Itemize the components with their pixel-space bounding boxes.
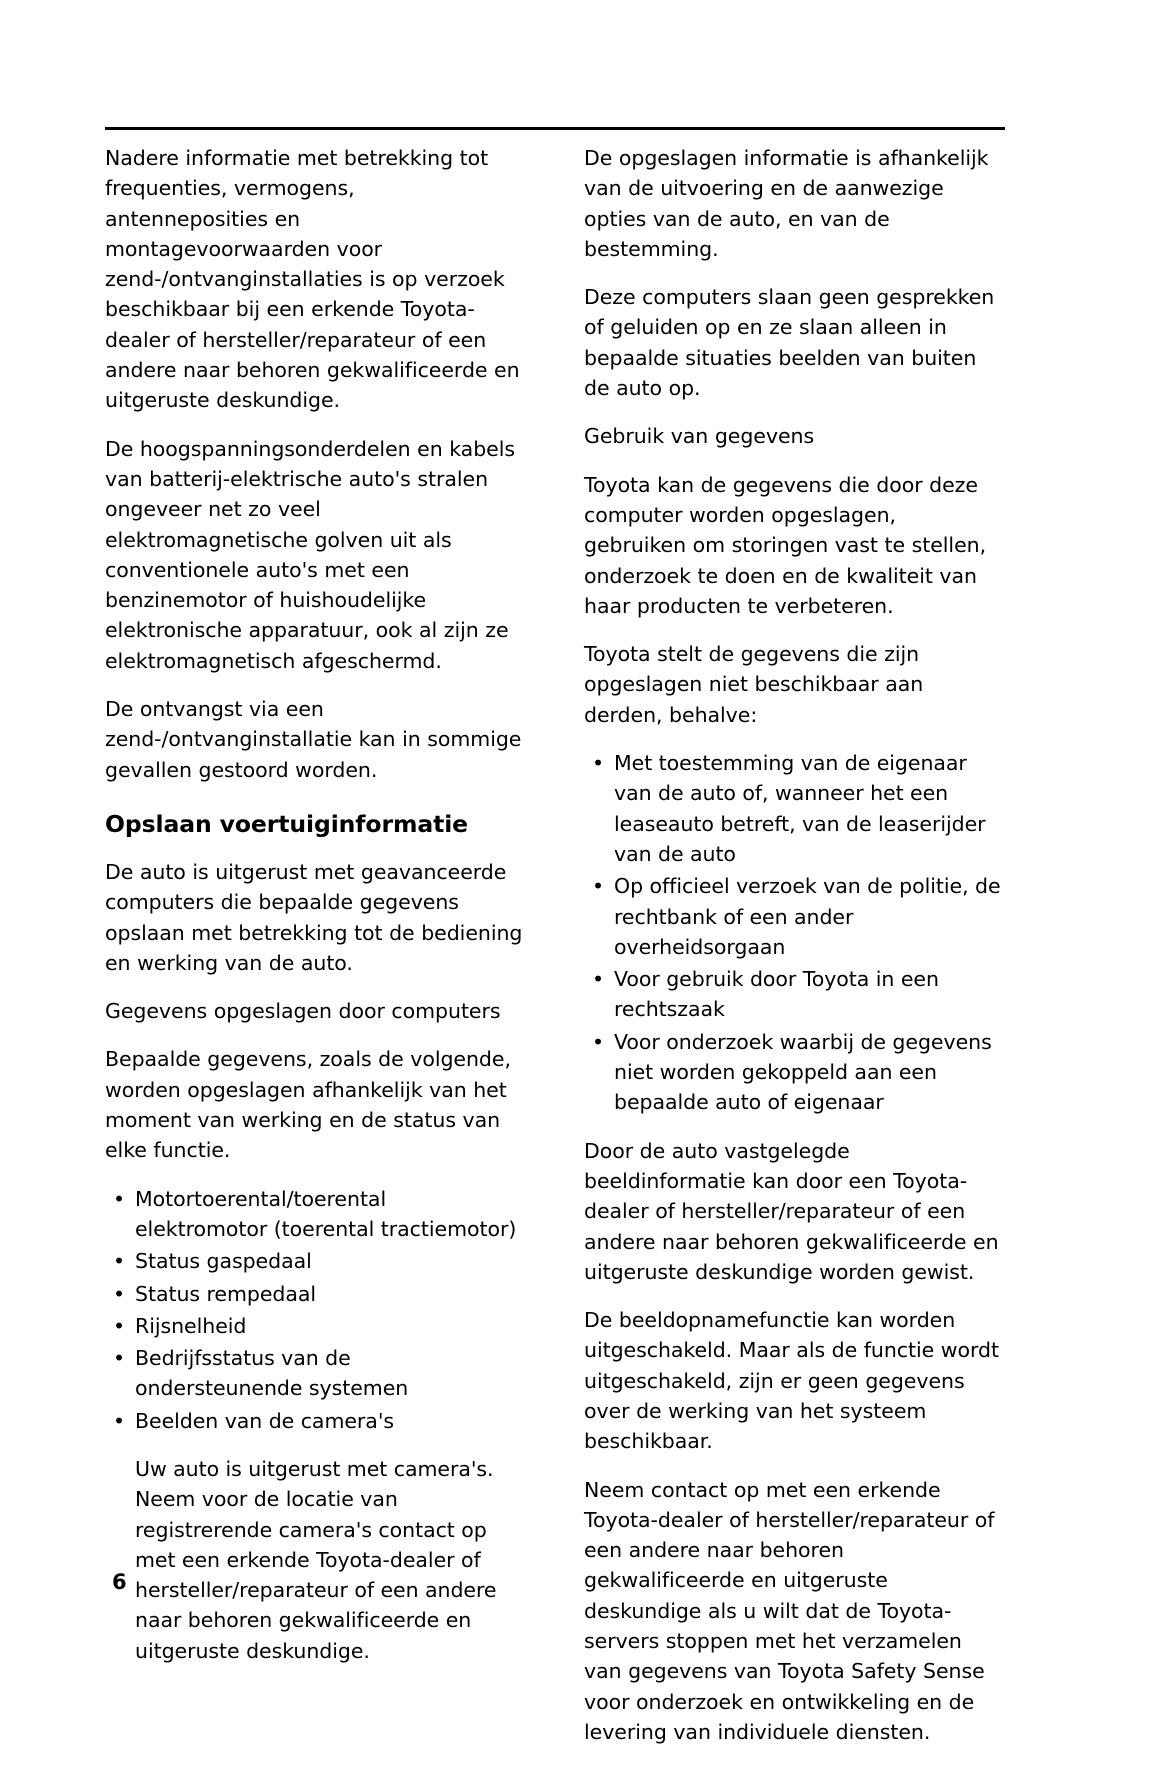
header-rule <box>105 127 1005 130</box>
bullet-icon: • <box>592 751 605 776</box>
paragraph: Gegevens opgeslagen door computers <box>105 999 501 1024</box>
list-item-label: Status rempedaal <box>135 1281 317 1306</box>
list-item <box>105 1343 523 1404</box>
paragraph: De hoogspanningsonderdelen en kabels van batterij-elektrische auto's stralen ongeveer net zo veel elektromagnetische golven uit als conventionele auto's met een benzinemotor of huishoudelijke elektronische apparatuur, ook al zijn ze elektromagnetisch afgeschermd. <box>105 436 515 673</box>
bullet-icon: • <box>113 1186 126 1211</box>
list-item <box>584 748 1002 869</box>
list-item-label: Status gaspedaal <box>135 1249 312 1274</box>
paragraph: Gebruik van gegevens <box>584 424 815 449</box>
list-item-label: Beelden van de camera's <box>135 1408 395 1433</box>
paragraph: Toyota stelt de gegevens die zijn opgeslagen niet beschikbaar aan derden, behalve: <box>584 642 924 727</box>
paragraph: Deze computers slaan geen gesprekken of geluiden op en ze slaan alleen in bepaalde situaties beelden van buiten de auto op. <box>584 285 995 401</box>
list-item <box>105 1184 523 1245</box>
section-heading: Opslaan voertuiginformatie <box>105 809 469 838</box>
list-item <box>584 871 1002 962</box>
bullet-icon: • <box>592 874 605 899</box>
bullet-icon: • <box>113 1346 126 1371</box>
bullet-icon: • <box>592 1029 605 1054</box>
list-item <box>584 964 1002 1025</box>
list-item <box>105 1406 523 1436</box>
bullet-icon: • <box>113 1249 126 1274</box>
bullet-icon: • <box>113 1408 126 1433</box>
paragraph: Toyota kan de gegevens die door deze computer worden opgeslagen, gebruiken om storingen vast te stellen, onderzoek te doen en de kwaliteit van haar producten te verbeteren. <box>584 472 987 618</box>
paragraph: De opgeslagen informatie is afhankelijk van de uitvoering en de aanwezige opties van de auto, en van de bestemming. <box>584 146 989 261</box>
bullet-icon: • <box>113 1281 126 1306</box>
page-number: 6 <box>112 1570 127 1594</box>
paragraph: De auto is uitgerust met geavanceerde computers die bepaalde gegevens opslaan met betrekking tot de bediening en werking van de auto. <box>105 859 523 975</box>
bullet-icon: • <box>113 1313 126 1338</box>
paragraph: De beeldopnamefunctie kan worden uitgeschakeld. Maar als de functie wordt uitgeschakeld, zijn er geen gegevens over de werking van het systeem beschikbaar. <box>584 1308 999 1454</box>
list-item-label: Rijsnelheid <box>135 1313 247 1338</box>
paragraph: Bepaalde gegevens, zoals de volgende, worden opgeslagen afhankelijk van het moment van werking en de status van elke functie. <box>105 1047 511 1163</box>
list-item-label: Met toestemming van de eigenaar van de auto of, wanneer het een leaseauto betreft, van de leaserijder van de auto <box>614 751 986 866</box>
list-item-label: Op officieel verzoek van de politie, de rechtbank of een ander overheidsorgaan <box>614 874 1001 959</box>
paragraph: Nadere informatie met betrekking tot frequenties, vermogens, antenneposities en montagevoorwaarden voor zend-/ontvanginstallaties is op verzoek beschikbaar bij een erkende Toyota-dealer of hersteller/reparateur of een andere naar behoren gekwalificeerde en uitgeruste deskundige. <box>105 146 520 413</box>
two-column-body <box>105 143 1015 1765</box>
paragraph: De ontvangst via een zend-/ontvanginstallatie kan in sommige gevallen gestoord worden. <box>105 697 522 782</box>
list-item-label: Voor gebruik door Toyota in een rechtszaak <box>614 967 939 1022</box>
list-item-label: Motortoerental/toerental elektromotor (toerental tractiemotor) <box>135 1186 517 1241</box>
list-item-label: Voor onderzoek waarbij de gegevens niet worden gekoppeld aan een bepaalde auto of eigenaar <box>614 1029 992 1115</box>
paragraph: Neem contact op met een erkende Toyota-dealer of hersteller/reparateur of een andere naar behoren gekwalificeerde en uitgeruste deskundige als u wilt dat de Toyota-servers stoppen met het verzamelen van gegevens van Toyota Safety Sense voor onderzoek en ontwikkeling en de levering van individuele diensten. <box>584 1477 995 1744</box>
right-column <box>584 143 1002 1765</box>
bullet-icon: • <box>592 967 605 992</box>
bullet-list <box>105 1184 523 1436</box>
left-column <box>105 143 523 1765</box>
list-item <box>584 1027 1002 1118</box>
bullet-list <box>584 748 1002 1118</box>
list-item <box>105 1311 523 1341</box>
list-item <box>105 1279 523 1309</box>
paragraph: Door de auto vastgelegde beeldinformatie kan door een Toyota-dealer of hersteller/reparateur of een andere naar behoren gekwalificeerde en uitgeruste deskundige worden gewist. <box>584 1138 999 1284</box>
sub-paragraph: Uw auto is uitgerust met camera's. Neem voor de locatie van registrerende camera's contact op met een erkende Toyota-dealer of hersteller/reparateur of een andere naar behoren gekwalificeerde en uitgeruste deskundige. <box>135 1456 497 1663</box>
list-item <box>105 1246 523 1276</box>
list-item-label: Bedrijfsstatus van de ondersteunende systemen <box>135 1346 409 1401</box>
